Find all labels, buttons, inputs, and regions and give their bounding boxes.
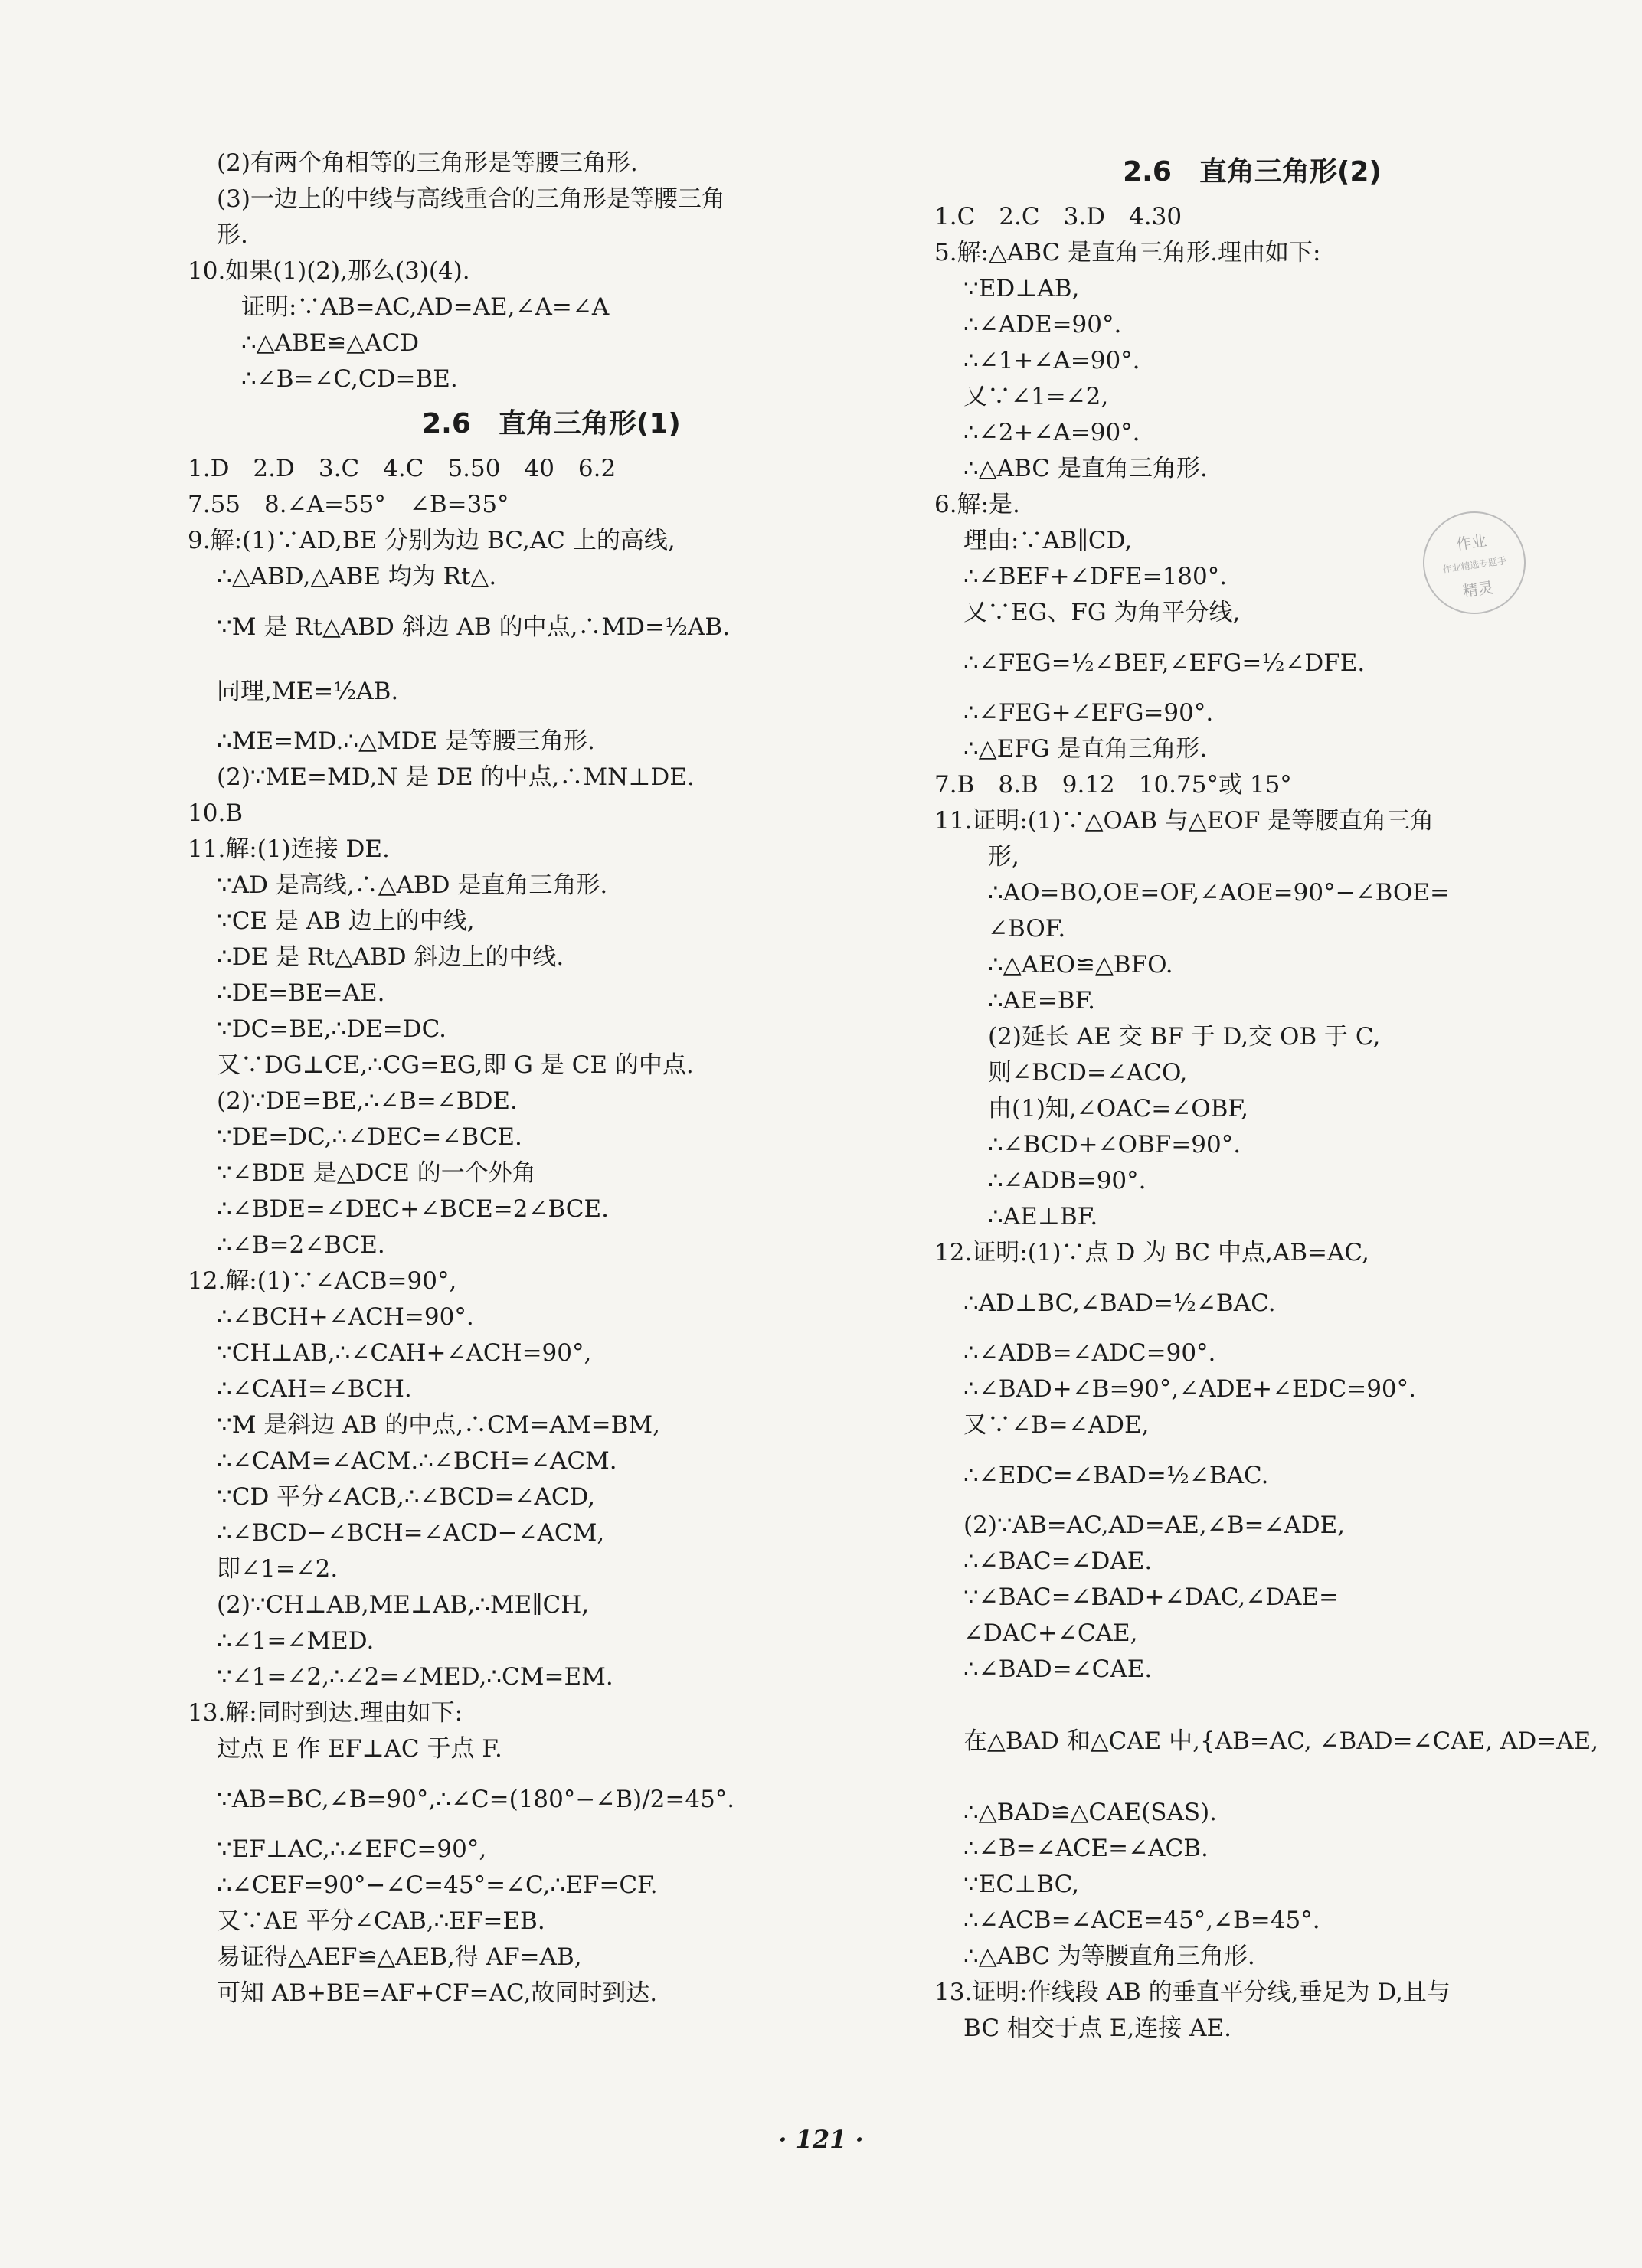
answer-line: (2)∵AB=AC,AD=AE,∠B=∠ADE, (963, 1511, 1346, 1539)
right-column (934, 145, 1599, 2047)
answer-line: ∴AD⊥BC,∠BAD=½∠BAC. (963, 1289, 1276, 1317)
answer-line: 证明:∵AB=AC,AD=AE,∠A=∠A (241, 293, 610, 321)
answer-line: ∵M 是 Rt△ABD 斜边 AB 的中点,∴MD=½AB. (217, 613, 731, 641)
answer-line: ∴AE=BF. (988, 987, 1096, 1015)
answer-line: 7.B 8.B 9.12 10.75°或 15° (934, 771, 1292, 799)
answer-line: ∴∠BAD=∠CAE. (963, 1655, 1153, 1683)
answer-line: ∴∠B=∠ACE=∠ACB. (963, 1835, 1209, 1862)
answer-line: 10.如果(1)(2),那么(3)(4). (188, 257, 470, 285)
answer-line: 又∵AE 平分∠CAB,∴EF=EB. (217, 1907, 545, 1935)
answer-line: ∴∠BCD−∠BCH=∠ACD−∠ACM, (217, 1519, 605, 1547)
answer-line: ∴∠FEG+∠EFG=90°. (963, 699, 1214, 727)
answer-line: ∴DE 是 Rt△ABD 斜边上的中线. (217, 943, 564, 971)
answer-line: 1.C 2.C 3.D 4.30 (934, 203, 1182, 230)
left-column (188, 145, 915, 2011)
answer-line: 即∠1=∠2. (217, 1555, 339, 1583)
answer-line: ∴∠B=2∠BCE. (217, 1231, 385, 1259)
answer-line: 6.解:是. (934, 491, 1020, 518)
answer-line: BC 相交于点 E,连接 AE. (963, 2015, 1232, 2042)
answer-line: 又∵∠1=∠2, (963, 383, 1109, 410)
answer-line: ∴ME=MD.∴△MDE 是等腰三角形. (217, 727, 595, 755)
answer-line: ∴∠ADB=90°. (988, 1167, 1146, 1194)
answer-line: ∴AO=BO,OE=OF,∠AOE=90°−∠BOE= (988, 879, 1450, 907)
answer-line: ∴∠BDE=∠DEC+∠BCE=2∠BCE. (217, 1195, 609, 1223)
answer-line: ∴∠FEG=½∠BEF,∠EFG=½∠DFE. (963, 649, 1366, 677)
answer-line: ∵ED⊥AB, (963, 275, 1080, 302)
answer-line: 9.解:(1)∵AD,BE 分别为边 BC,AC 上的高线, (188, 527, 675, 554)
answer-line: ∴∠2+∠A=90°. (963, 419, 1140, 446)
answer-line: ∵CH⊥AB,∴∠CAH+∠ACH=90°, (217, 1339, 592, 1367)
answer-line: ∴∠1+∠A=90°. (963, 347, 1140, 374)
answer-line: (2)有两个角相等的三角形是等腰三角形. (217, 149, 638, 177)
answer-line: 同理,ME=½AB. (217, 678, 399, 705)
answer-line: 13.解:同时到达.理由如下: (188, 1699, 463, 1727)
answer-line: ∵DC=BE,∴DE=DC. (217, 1015, 447, 1043)
answer-line: 则∠BCD=∠ACO, (988, 1059, 1188, 1087)
answer-line: ∴∠B=∠C,CD=BE. (241, 365, 458, 393)
answer-line: ∴∠ADB=∠ADC=90°. (963, 1339, 1216, 1367)
answer-line: ∵∠BDE 是△DCE 的一个外角 (217, 1159, 536, 1187)
answer-line: (2)∵CH⊥AB,ME⊥AB,∴ME∥CH, (217, 1591, 590, 1619)
answer-line: 过点 E 作 EF⊥AC 于点 F. (217, 1735, 502, 1763)
answer-line: 形, (988, 843, 1019, 871)
answer-line: (3)一边上的中线与高线重合的三角形是等腰三角 (217, 185, 725, 213)
answer-line: ∴AE⊥BF. (988, 1203, 1098, 1230)
stamp-logo: 作业 作业精选专题手 精灵 (1416, 505, 1532, 620)
answer-line: 形. (217, 221, 248, 249)
answer-line: ∵EC⊥BC, (963, 1871, 1080, 1898)
answer-line: 12.解:(1)∵∠ACB=90°, (188, 1267, 457, 1295)
answer-line: ∴DE=BE=AE. (217, 979, 385, 1007)
answer-line: ∴△ABC 为等腰直角三角形. (963, 1943, 1255, 1970)
answer-line: ∵CD 平分∠ACB,∴∠BCD=∠ACD, (217, 1483, 596, 1511)
answer-line: ∴△EFG 是直角三角形. (963, 735, 1208, 763)
answer-line: 7.55 8.∠A=55° ∠B=35° (188, 491, 509, 518)
answer-line: (2)∵ME=MD,N 是 DE 的中点,∴MN⊥DE. (217, 763, 695, 791)
answer-line: 又∵EG、FG 为角平分线, (963, 599, 1241, 626)
answer-line: ∴∠BAD+∠B=90°,∠ADE+∠EDC=90°. (963, 1375, 1416, 1403)
answer-line: (2)延长 AE 交 BF 于 D,交 OB 于 C, (988, 1023, 1381, 1051)
answer-line: 5.解:△ABC 是直角三角形.理由如下: (934, 239, 1321, 266)
answer-line: 11.解:(1)连接 DE. (188, 835, 390, 863)
answer-line: 又∵∠B=∠ADE, (963, 1411, 1150, 1439)
answer-line: ∵AD 是高线,∴△ABD 是直角三角形. (217, 871, 608, 899)
answer-line: 在△BAD 和△CAE 中,{AB=AC, ∠BAD=∠CAE, AD=AE, (963, 1727, 1599, 1755)
answer-line: ∴△ABE≌△ACD (241, 329, 420, 357)
answer-line: ∴△AEO≌△BFO. (988, 951, 1173, 979)
answer-line: ∴∠BEF+∠DFE=180°. (963, 563, 1228, 590)
answer-line: ∵AB=BC,∠B=90°,∴∠C=(180°−∠B)/2=45°. (217, 1786, 735, 1813)
answer-line: 易证得△AEF≌△AEB,得 AF=AB, (217, 1943, 582, 1971)
section-title: 2.6 直角三角形(2) (1123, 156, 1382, 188)
answer-line: 理由:∵AB∥CD, (963, 527, 1133, 554)
answer-line: ∴∠1=∠MED. (217, 1627, 375, 1655)
answer-line: ∵M 是斜边 AB 的中点,∴CM=AM=BM, (217, 1411, 660, 1439)
answer-line: ∴△ABC 是直角三角形. (963, 455, 1208, 482)
answer-line: 13.证明:作线段 AB 的垂直平分线,垂足为 D,且与 (934, 1979, 1451, 2006)
answer-line: 1.D 2.D 3.C 4.C 5.50 40 6.2 (188, 455, 617, 482)
section-title: 2.6 直角三角形(1) (422, 408, 681, 440)
answer-line: 10.B (188, 799, 244, 827)
answer-line: ∠BOF. (988, 915, 1066, 943)
answer-line: ∵EF⊥AC,∴∠EFC=90°, (217, 1835, 487, 1863)
answer-line: 11.证明:(1)∵△OAB 与△EOF 是等腰直角三角 (934, 807, 1434, 835)
answer-line: ∵DE=DC,∴∠DEC=∠BCE. (217, 1123, 522, 1151)
answer-line: ∴∠BAC=∠DAE. (963, 1547, 1153, 1575)
answer-line: ∴∠CAM=∠ACM.∴∠BCH=∠ACM. (217, 1447, 617, 1475)
page-number: · 121 · (778, 2125, 864, 2154)
answer-line: ∠DAC+∠CAE, (963, 1619, 1138, 1647)
answer-line: ∵CE 是 AB 边上的中线, (217, 907, 475, 935)
answer-line: ∴∠EDC=∠BAD=½∠BAC. (963, 1462, 1269, 1489)
answer-line: ∴∠ACB=∠ACE=45°,∠B=45°. (963, 1907, 1320, 1934)
answer-line: ∴∠BCH+∠ACH=90°. (217, 1303, 474, 1331)
answer-line: ∵∠BAC=∠BAD+∠DAC,∠DAE= (963, 1583, 1339, 1611)
answer-line: ∵∠1=∠2,∴∠2=∠MED,∴CM=EM. (217, 1663, 613, 1691)
answer-line: ∴△BAD≌△CAE(SAS). (963, 1799, 1218, 1826)
answer-line: ∴∠CEF=90°−∠C=45°=∠C,∴EF=CF. (217, 1871, 658, 1899)
answer-line: 又∵DG⊥CE,∴CG=EG,即 G 是 CE 的中点. (217, 1051, 694, 1079)
answer-line: 可知 AB+BE=AF+CF=AC,故同时到达. (217, 1979, 658, 2007)
answer-line: 由(1)知,∠OAC=∠OBF, (988, 1095, 1248, 1123)
answer-line: (2)∵DE=BE,∴∠B=∠BDE. (217, 1087, 518, 1115)
answer-line: ∴△ABD,△ABE 均为 Rt△. (217, 563, 497, 590)
answer-line: ∴∠CAH=∠BCH. (217, 1375, 412, 1403)
answer-line: 12.证明:(1)∵点 D 为 BC 中点,AB=AC, (934, 1239, 1369, 1266)
answer-line: ∴∠ADE=90°. (963, 311, 1122, 338)
answer-line: ∴∠BCD+∠OBF=90°. (988, 1131, 1241, 1159)
